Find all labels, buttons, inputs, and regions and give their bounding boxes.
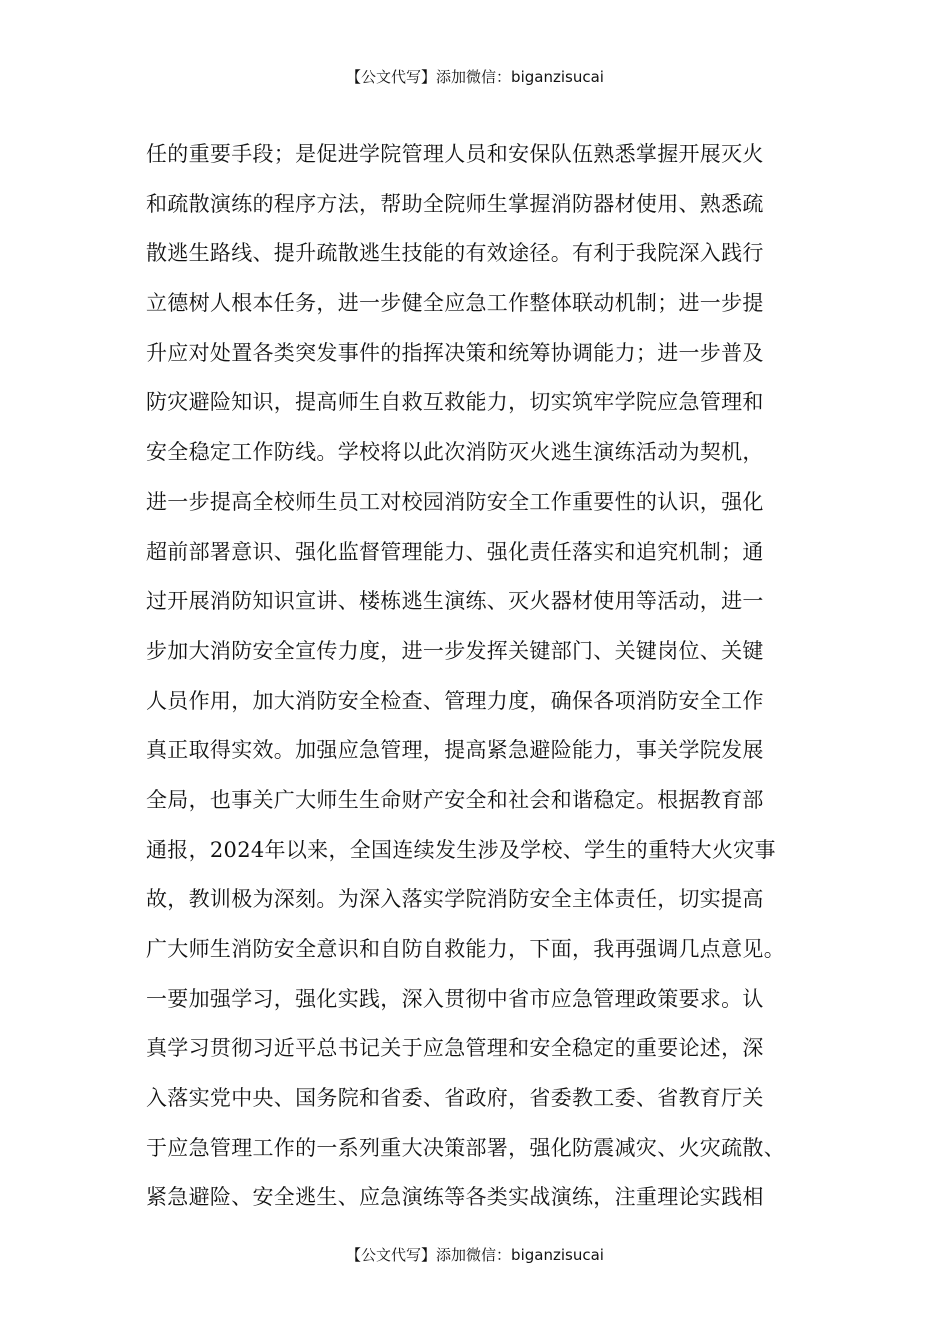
body-line: 进一步提高全校师生员工对校园消防安全工作重要性的认识，强化 (146, 489, 764, 514)
body-line: 步加大消防安全宣传力度，进一步发挥关键部门、关键岗位、关键 (146, 638, 764, 663)
body-line: 升应对处置各类突发事件的指挥决策和统筹协调能力；进一步普及 (146, 340, 764, 365)
body-line: 立德树人根本任务，进一步健全应急工作整体联动机制；进一步提 (146, 291, 764, 316)
body-line: 一要加强学习，强化实践，深入贯彻中省市应急管理政策要求。认 (146, 986, 764, 1011)
body-line: 入落实党中央、国务院和省委、省政府，省委教工委、省教育厅关 (146, 1086, 764, 1111)
body-text (146, 130, 836, 1223)
body-line: 过开展消防知识宣讲、楼栋逃生演练、灭火器材使用等活动，进一 (146, 589, 764, 614)
body-line: 通报，2024年以来，全国连续发生涉及学校、学生的重特大火灾事 (146, 837, 776, 862)
body-line: 真学习贯彻习近平总书记关于应急管理和安全稳定的重要论述，深 (146, 1036, 764, 1061)
page-header: 【公文代写】添加微信：biganzisucai (346, 68, 604, 86)
body-line: 故，教训极为深刻。为深入落实学院消防安全主体责任，切实提高 (146, 887, 764, 912)
body-line: 人员作用，加大消防安全检查、管理力度，确保各项消防安全工作 (146, 688, 764, 713)
body-line: 任的重要手段；是促进学院管理人员和安保队伍熟悉掌握开展灭火 (146, 142, 764, 166)
body-line: 散逃生路线、提升疏散逃生技能的有效途径。有利于我院深入践行 (146, 241, 764, 266)
body-line: 安全稳定工作防线。学校将以此次消防灭火逃生演练活动为契机， (146, 440, 764, 465)
body-line: 真正取得实效。加强应急管理，提高紧急避险能力，事关学院发展 (146, 738, 764, 763)
body-line: 防灾避险知识，提高师生自救互救能力，切实筑牢学院应急管理和 (146, 390, 764, 415)
body-line: 广大师生消防安全意识和自防自救能力，下面，我再强调几点意见。 (146, 937, 785, 961)
page-footer: 【公文代写】添加微信：biganzisucai (346, 1246, 604, 1264)
body-line: 紧急避险、安全逃生、应急演练等各类实战演练，注重理论实践相 (146, 1185, 764, 1210)
body-line: 于应急管理工作的一系列重大决策部署，强化防震减灾、火灾疏散、 (146, 1135, 785, 1160)
body-line: 全局，也事关广大师生生命财产安全和社会和谐稳定。根据教育部 (146, 787, 764, 812)
body-line: 超前部署意识、强化监督管理能力、强化责任落实和追究机制；通 (146, 539, 764, 564)
body-line: 和疏散演练的程序方法，帮助全院师生掌握消防器材使用、熟悉疏 (146, 191, 764, 216)
